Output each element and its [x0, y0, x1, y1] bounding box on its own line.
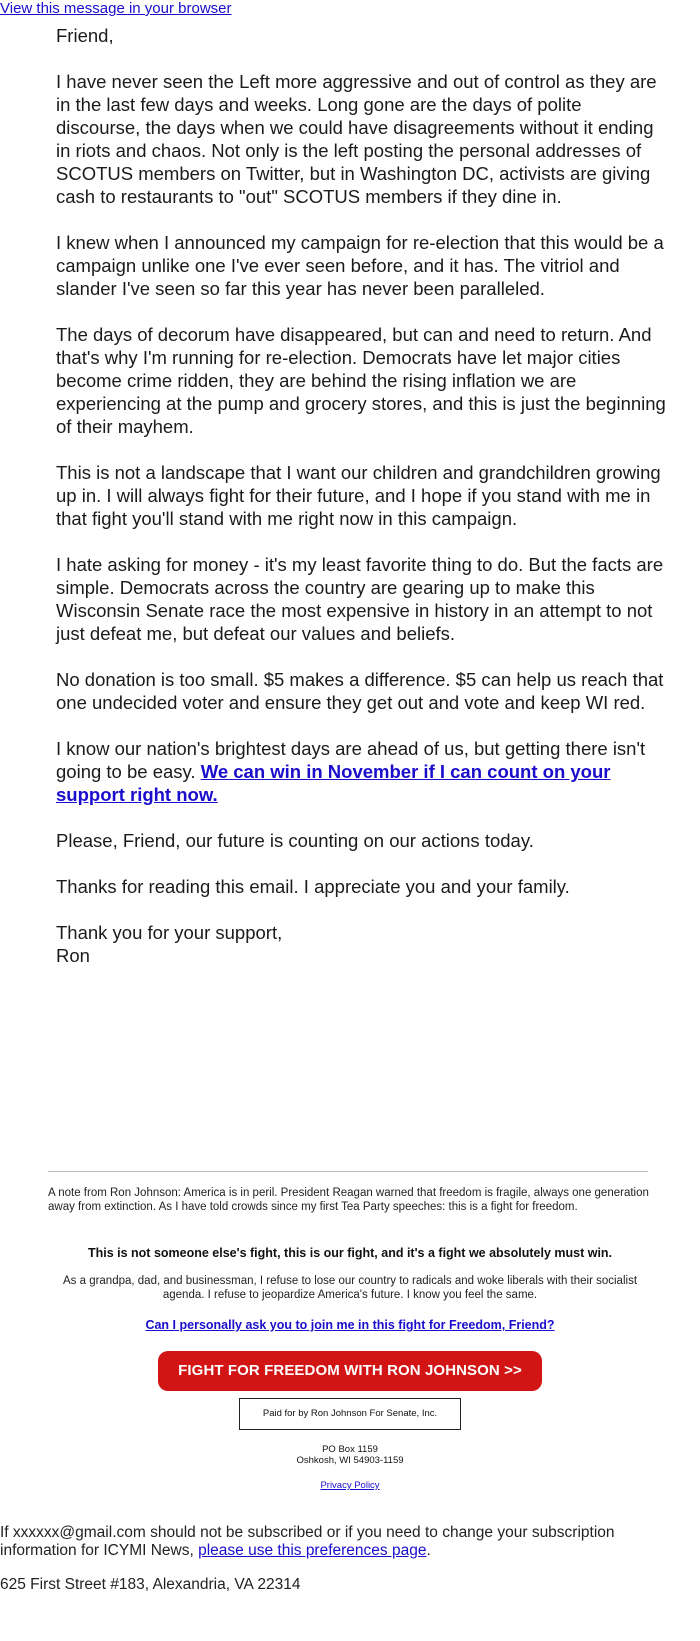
- letter-paragraph-1: I have never seen the Left more aggressive and out of control as they are in the last few days and weeks. Long gone are the days of polite discourse, the days when we could have disagreements without it ending in riots and chaos. Not only is the left posting the personal addresses of SCOTUS members on Twitter, but in Washington DC, activists are giving cash to restaurants to "out" SCOTUS members if they dine in.: [56, 71, 657, 207]
- letter-paragraph-7: [56, 737, 666, 806]
- city-line: Oshkosh, WI 54903-1159: [296, 1455, 404, 1466]
- letter-paragraph-3: The days of decorum have disappeared, but can and need to return. And that's why I'm running for re-election. Democrats have let major cities become crime ridden, they are behind the rising inflation we are experiencing at the pump and grocery stores, and this is just the beginning of their mayhem.: [56, 324, 666, 437]
- letter-paragraph-2: I knew when I announced my campaign for re-election that this would be a campaign unlike one I've ever seen before, and it has. The vitriol and slander I've seen so far this year has never been paralleled.: [56, 232, 664, 299]
- view-in-browser-link[interactable]: View this message in your browser: [0, 0, 232, 17]
- subscription-period: .: [426, 1542, 431, 1559]
- paid-for-disclaimer: Paid for by Ron Johnson For Senate, Inc.: [239, 1398, 461, 1430]
- signature: Ron: [56, 945, 90, 966]
- join-fight-link[interactable]: Can I personally ask you to join me in this fight for Freedom, Friend?: [145, 1318, 555, 1332]
- preferences-link[interactable]: please use this preferences page: [198, 1542, 427, 1559]
- subscription-text: If xxxxxx@gmail.com should not be subscribed or if you need to change your subscription information for ICYMI News,: [0, 1524, 615, 1559]
- letter-paragraph-9: Thanks for reading this email. I appreciate you and your family.: [56, 876, 570, 897]
- ask-link-container: [48, 1318, 652, 1332]
- support-link[interactable]: We can win in November if I can count on your support right now.: [56, 761, 611, 805]
- po-box: PO Box 1159: [322, 1444, 378, 1455]
- privacy-policy-link[interactable]: Privacy Policy: [320, 1480, 380, 1491]
- mailing-address: [48, 1444, 652, 1466]
- letter-paragraph-7-text: I know our nation's brightest days are ahead of us, but getting there isn't going to be easy.: [56, 738, 646, 782]
- signoff: Thank you for your support,: [56, 922, 283, 943]
- fight-for-freedom-button[interactable]: FIGHT FOR FREEDOM WITH RON JOHNSON >>: [158, 1351, 542, 1391]
- footer-note: A note from Ron Johnson: America is in peril. President Reagan warned that freedom is fragile, always one generation away from extinction. As I have told crowds since my first Tea Party speeches: this is a fight for freedom.: [48, 1187, 649, 1213]
- letter-paragraph-4: This is not a landscape that I want our children and grandchildren growing up in. I will always fight for their future, and I hope if you stand with me in that fight you'll stand with me right now in this campaign.: [56, 462, 661, 529]
- privacy-container: [48, 1480, 652, 1491]
- letter-body: [56, 24, 666, 990]
- letter-paragraph-6: No donation is too small. $5 makes a difference. $5 can help us reach that one undecided voter and ensure they get out and vote and keep WI red.: [56, 669, 664, 713]
- letter-paragraph-5: I hate asking for money - it's my least favorite thing to do. But the facts are simple. Democrats across the country are gearing up to make this Wisconsin Senate race the most expensive in history in an attempt to not just defeat me, but defeat our values and beliefs.: [56, 554, 664, 644]
- footer-paragraph: As a grandpa, dad, and businessman, I refuse to lose our country to radicals and woke liberals with their socialist agenda. I refuse to jeopardize America's future. I know you feel the same.: [62, 1275, 638, 1301]
- footer-divider: [48, 1171, 648, 1172]
- subscription-notice: [0, 1524, 690, 1560]
- sender-address: 625 First Street #183, Alexandria, VA 22314: [0, 1576, 301, 1593]
- footer-bold-line: This is not someone else's fight, this is our fight, and it's a fight we absolutely must win.: [87, 1246, 613, 1260]
- letter-paragraph-8: Please, Friend, our future is counting on our actions today.: [56, 830, 534, 851]
- greeting: Friend,: [56, 25, 114, 46]
